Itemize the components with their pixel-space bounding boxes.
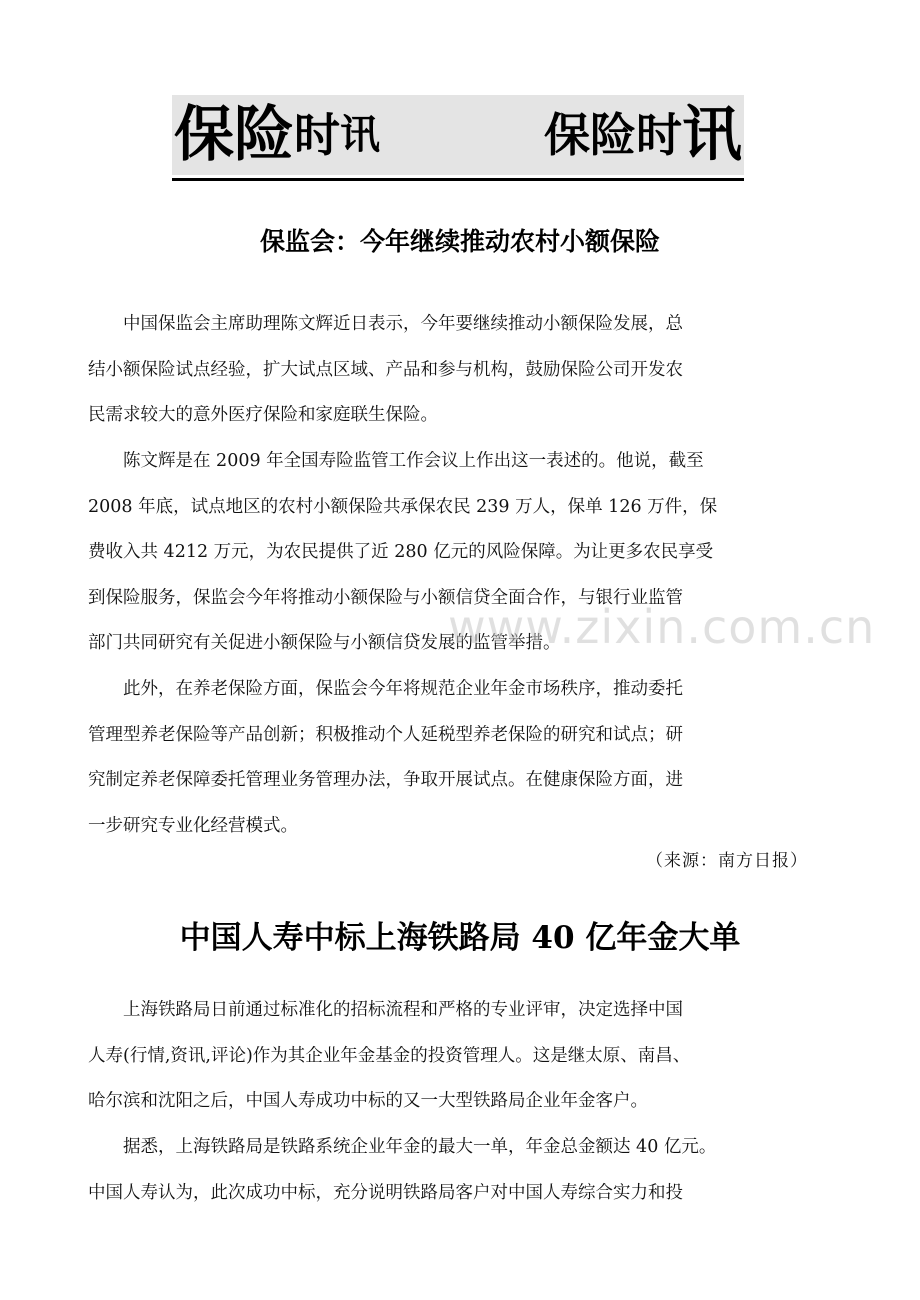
masthead-right-part-c: 讯 (682, 100, 742, 170)
text-line: 据悉，上海铁路局是铁路系统企业年金的最大一单，年金总金额达 40 亿元。 (123, 1137, 717, 1157)
text-line: 2008 年底，试点地区的农村小额保险共承保农民 239 万人，保单 126 万件，保 (88, 496, 718, 517)
text-line: 费收入共 4212 万元，为农民提供了近 280 亿元的风险保障。为让更多农民享受 (88, 542, 714, 562)
text-line: 一步研究专业化经营模式。 (88, 815, 298, 836)
masthead-right-title (544, 95, 742, 175)
masthead-left-part-b: 时 (294, 108, 340, 162)
text-line: 结小额保险试点经验，扩大试点区域、产品和参与机构，鼓励保险公司开发农 (88, 359, 683, 380)
article2-paragraph-1 (88, 988, 818, 1125)
text-line: 管理型养老保险等产品创新；积极推动个人延税型养老保险的研究和试点；研 (88, 724, 683, 745)
masthead-right-part-a: 保险 (544, 108, 636, 162)
masthead-left-part-c: 讯 (340, 111, 380, 158)
article1-paragraph-1 (88, 302, 818, 439)
article2-title: 中国人寿中标上海铁路局 40 亿年金大单 (179, 920, 741, 956)
masthead-right-part-b: 时 (636, 108, 682, 162)
text-line: 中国保监会主席助理陈文辉近日表示，今年要继续推动小额保险发展，总 (123, 314, 683, 334)
text-line: 中国人寿认为，此次成功中标，充分说明铁路局客户对中国人寿综合实力和投 (88, 1182, 683, 1203)
article1-title: 保监会：今年继续推动农村小额保险 (259, 227, 660, 256)
masthead-banner (172, 95, 744, 175)
text-line: 上海铁路局日前通过标准化的招标流程和严格的专业评审，决定选择中国 (123, 1000, 683, 1020)
text-line: 民需求较大的意外医疗保险和家庭联生保险。 (88, 405, 438, 425)
article2-paragraph-2 (88, 1125, 818, 1216)
text-line: 此外，在养老保险方面，保监会今年将规范企业年金市场秩序，推动委托 (123, 679, 683, 699)
article1-source: （来源：南方日报） (646, 851, 808, 871)
text-line: 究制定养老保障委托管理业务管理办法，争取开展试点。在健康保险方面，进 (88, 770, 683, 790)
text-line: 到保险服务，保监会今年将推动小额保险与小额信贷全面合作，与银行业监管 (88, 587, 683, 608)
text-line: 部门共同研究有关促进小额保险与小额信贷发展的监管举措。 (88, 633, 561, 653)
masthead-underline (172, 178, 744, 181)
masthead-left-title (174, 95, 380, 175)
article1-paragraph-3 (88, 667, 818, 849)
text-line: 陈文辉是在 2009 年全国寿险监管工作会议上作出这一表述的。他说，截至 (123, 451, 704, 471)
text-line: 哈尔滨和沈阳之后，中国人寿成功中标的又一大型铁路局企业年金客户。 (88, 1091, 648, 1111)
masthead-left-part-a: 保险 (174, 100, 294, 170)
text-line: 人寿(行情,资讯,评论)作为其企业年金基金的投资管理人。这是继太原、南昌、 (88, 1045, 691, 1066)
watermark: www.zixin.com.cn (448, 600, 876, 654)
